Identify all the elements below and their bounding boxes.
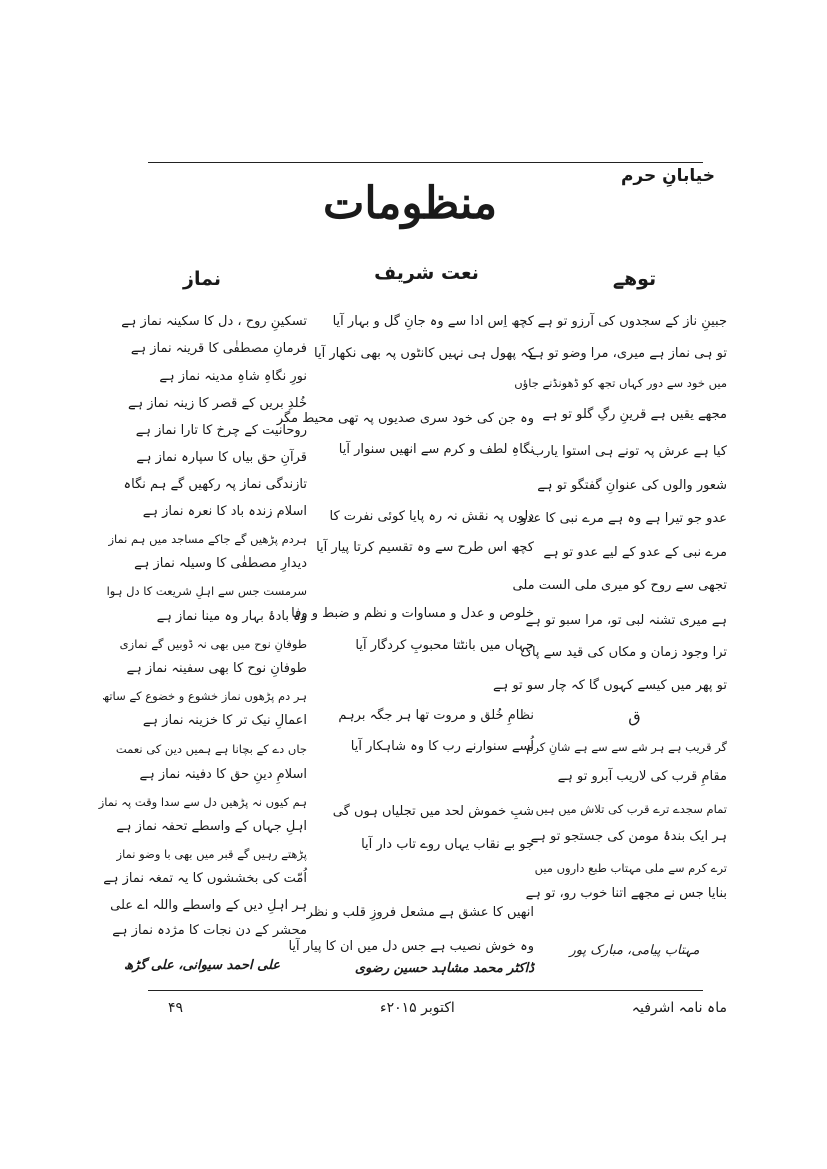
column-title-tohe: توھے <box>612 268 657 290</box>
verse-line: نظامِ خُلق و مروت تھا ہر جگہ برہم <box>338 708 534 723</box>
verse-line: نورِ نگاہِ شاہِ مدینہ نماز ہے <box>159 369 307 384</box>
verse-line: ترا وجود زمان و مکاں کی قید سے پاک <box>520 645 727 660</box>
verse-line: عدو جو تیرا ہے وہ ہے مرے نبی کا عدو <box>520 511 727 526</box>
verse-line: فرمانِ مصطفٰی کا قرینہ نماز ہے <box>130 341 307 356</box>
verse-line: جاں دے کے بچانا ہے ہمیں دین کی نعمت <box>115 742 307 756</box>
verse-line: جبینِ ناز کے سجدوں کی آرزو تو ہے <box>537 314 727 329</box>
verse-line: دیدارِ مصطفٰی کا وسیلہ نماز ہے <box>134 556 307 571</box>
verse-line: ہم کیوں نہ پڑھیں دل سے سدا وقت پہ نماز <box>98 795 307 809</box>
verse-line: تازندگی نماز پہ رکھیں گے ہم نگاہ <box>123 477 307 492</box>
verse-line: جہاں میں بانٹتا محبوبِ کردگار آیا <box>355 638 534 653</box>
verse-line: اسلامِ دینِ حق کا دفینہ نماز ہے <box>139 767 307 782</box>
verse-line: شبِ خموش لحد میں تجلیاں ہوں گی <box>332 804 534 819</box>
verse-line: تمام سجدے ترے قرب کی تلاش میں ہیں <box>535 802 727 816</box>
verse-line: ہر دم پڑھوں نماز خشوع و خضوع کے ساتھ <box>102 689 307 703</box>
verse-line: سرمست جس سے اہلِ شریعت کا دل ہوا <box>106 584 307 598</box>
verse-line: ہر اہلِ دیں کے واسطے واللہ اے علی <box>110 898 307 913</box>
verse-line: ترے کرم سے ملی مہتاب طبع داروں میں <box>534 861 727 875</box>
verse-line: خلوص و عدل و مساوات و نظم و ضبط و وفا <box>291 606 534 621</box>
footer-magazine: ماہ نامہ اشرفیہ <box>631 1000 727 1016</box>
verse-line: کہ پھول ہی نہیں کانٹوں پہ بھی نکھار آیا <box>314 346 534 361</box>
verse-line: وہ جن کی خود سری صدیوں پہ تھی محیط مگر <box>276 411 534 426</box>
verse-line: تو ہی نماز ہے میری، مرا وضو تو ہے <box>528 346 727 361</box>
verse-line: محشر کے دن نجات کا مژدہ نماز ہے <box>112 923 307 938</box>
page-title: منظومات <box>322 178 498 229</box>
verse-line: ہردم پڑھیں گے جاکے مساجد میں ہم نماز <box>108 532 307 546</box>
verse-line: اُمّت کی بخششوں کا یہ تمغہ نماز ہے <box>103 871 307 886</box>
verse-line: روحانیت کے چرخ کا تارا نماز ہے <box>135 423 307 438</box>
verse-line: تو پھر میں کیسے کہوں گا کہ چار سو تو ہے <box>492 678 727 693</box>
column-title-naat: نعت شریف <box>374 262 479 284</box>
verse-line: میں خود سے دور کہاں تجھ کو ڈھونڈنے جاؤں <box>514 376 727 390</box>
verse-line: اُسے سنوارنے رب کا وہ شاہکار آیا <box>350 739 534 754</box>
verse-line: کیا ہے عرش پہ تونے ہی استوا یارب <box>531 444 727 459</box>
verse-line: مرے نبی کے عدو کے لیے عدو تو ہے <box>543 545 727 560</box>
verse-line: تسکینِ روح ، دل کا سکینہ نماز ہے <box>121 314 307 329</box>
verse-line: طوفانِ نوح میں بھی نہ ڈوبیں گے نمازی <box>119 637 307 651</box>
bottom-rule <box>148 990 703 991</box>
verse-line: وہ بادۂ بہار وہ مینا نماز ہے <box>156 609 307 624</box>
verse-line: کچھ اس طرح سے وہ تقسیم کرتا پیار آیا <box>316 540 534 555</box>
footer-date: اکتوبر ۲۰۱۵ء <box>380 1000 455 1016</box>
verse-line: مجھے یقیں ہے قرینِ رگِ گلو تو ہے <box>542 407 727 422</box>
verse-line: نگاہِ لطف و کرم سے انھیں سنوار آیا <box>338 442 534 457</box>
verse-line: وہ خوش نصیب ہے جس دل میں ان کا پیار آیا <box>288 939 534 954</box>
poem-author: مہتاب پیامی، مبارک پور <box>569 943 700 958</box>
poem-author: ڈاکٹر محمد مشاہد حسین رضوی <box>354 961 534 976</box>
column-title-namaz: نماز <box>183 268 221 290</box>
verse-line: مقامِ قرب کی لاریب آبرو تو ہے <box>557 769 727 784</box>
verse-line: جو بے نقاب یہاں روے تاب دار آیا <box>361 837 534 852</box>
verse-line: دلوں پہ نقش نہ رہ پایا کوئی نفرت کا <box>329 509 534 524</box>
verse-line: ہر ایک بندۂ مومن کی جستجو تو ہے <box>530 829 727 844</box>
verse-line: کچھ اِس ادا سے وہ جانِ گل و بہار آیا <box>332 314 534 329</box>
top-rule <box>148 162 703 163</box>
verse-line: انھیں کا عشق ہے مشعل فروزِ قلب و نظر <box>306 905 534 920</box>
footer-page-number: ۴۹ <box>168 1000 184 1016</box>
verse-line: ہے میری تشنہ لبی تو، مرا سبو تو ہے <box>525 613 727 628</box>
section-label: خیابانِ حرم <box>620 166 715 186</box>
verse-line: اہلِ جہاں کے واسطے تحفہ نماز ہے <box>116 819 307 834</box>
verse-line: پڑھتے رہیں گے قبر میں بھی با وضو نماز <box>116 847 307 861</box>
verse-line: شعور والوں کی عنوانِ گفتگو تو ہے <box>537 478 727 493</box>
verse-line: خُلدِ بریں کے قصر کا زینہ نماز ہے <box>127 396 307 411</box>
verse-line: طوفانِ نوح کا بھی سفینہ نماز ہے <box>126 661 307 676</box>
verse-marker: ق <box>628 707 641 726</box>
verse-line: بنایا جس نے مجھے اتنا خوب رو، تو ہے <box>525 886 727 901</box>
verse-line: اسلام زندہ باد کا نعرہ نماز ہے <box>142 504 307 519</box>
verse-line: قرآنِ حق بیاں کا سپارہ نماز ہے <box>136 450 307 465</box>
verse-line: اعمالِ نیک تر کا خزینہ نماز ہے <box>142 713 307 728</box>
poem-author: علی احمد سیوانی، علی گڑھ <box>123 958 281 973</box>
verse-line: گر قریب ہے ہر شے سے سے ہے شانِ کرم <box>526 740 727 754</box>
verse-line: تجھی سے روح کو میری ملی الست ملی <box>512 578 727 593</box>
